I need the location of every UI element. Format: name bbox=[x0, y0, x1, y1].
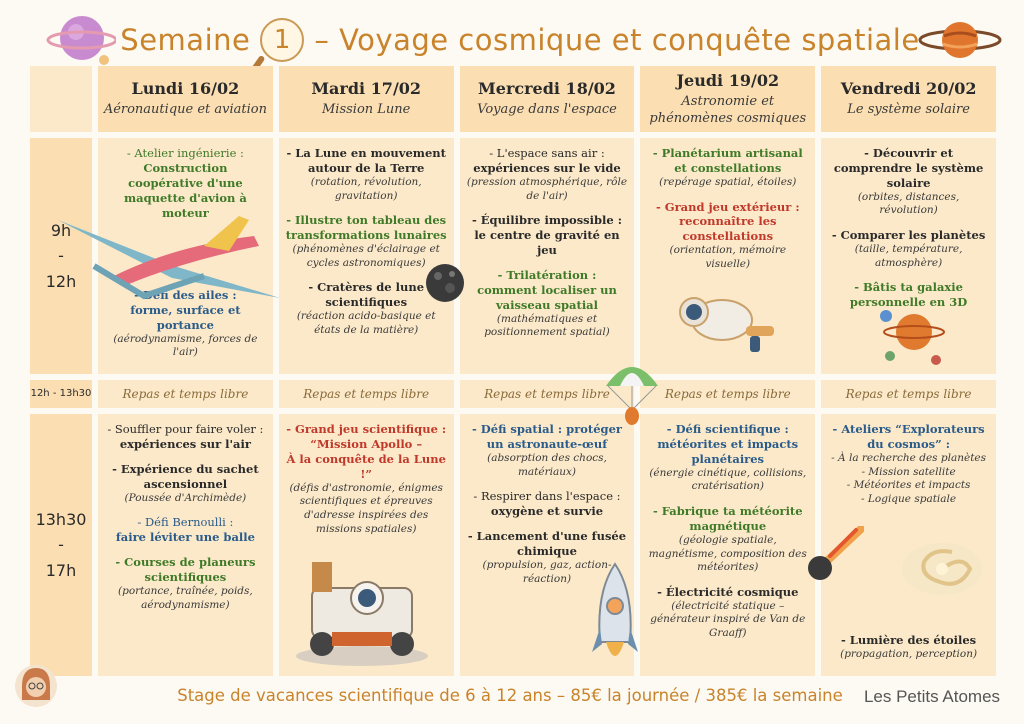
activity-detail: (mathématiques et positionnement spatial) bbox=[484, 312, 610, 339]
activity-text: Construction coopérative d'une maquette d'avion à moteur bbox=[123, 160, 247, 220]
planets-icon bbox=[876, 302, 948, 368]
activity-text: - Respirer dans l'espace : bbox=[473, 489, 621, 504]
astronaut-icon bbox=[672, 282, 782, 356]
day-header bbox=[821, 66, 996, 132]
day-theme: Aéronautique et aviation bbox=[103, 102, 267, 118]
lunch-time: 12h - 13h30 bbox=[30, 388, 92, 399]
saturn-icon bbox=[918, 14, 1002, 66]
activity-text: forme, surface et portance bbox=[130, 302, 241, 332]
day-header bbox=[279, 66, 454, 132]
time-sep: - bbox=[58, 246, 64, 266]
day-header bbox=[460, 66, 635, 132]
activity-text: - Équilibre impossible : le centre de gravité en jeu bbox=[471, 213, 622, 258]
day-theme: Astronomie et phénomènes cosmiques bbox=[649, 94, 807, 126]
day-header bbox=[640, 66, 815, 132]
lunch-cell bbox=[98, 380, 273, 408]
morning-slot bbox=[460, 138, 635, 374]
afternoon-slot bbox=[98, 414, 273, 676]
activity-item bbox=[116, 515, 255, 545]
meteorite-icon bbox=[806, 526, 864, 582]
activity-item bbox=[827, 146, 990, 218]
activity-text: oxygène et survie bbox=[490, 504, 604, 519]
corner-cell bbox=[30, 66, 92, 132]
day-theme: Voyage dans l'espace bbox=[477, 102, 617, 118]
day-title: Lundi 16/02 bbox=[131, 79, 240, 99]
lunch-cell bbox=[821, 380, 996, 408]
footer-info: Stage de vacances scientifique de 6 à 12 ans – 85€ la journée / 385€ la semaine bbox=[177, 685, 843, 705]
activity-text: - Grand jeu scientifique : bbox=[286, 422, 447, 436]
activity-item bbox=[646, 146, 809, 190]
activity-detail: (pression atmosphérique, rôle de l'air) bbox=[466, 175, 628, 202]
day-title: Vendredi 20/02 bbox=[840, 79, 977, 99]
galaxy-icon bbox=[900, 534, 984, 604]
lunch-text: Repas et temps libre bbox=[845, 387, 972, 401]
brand-logo-text: Les Petits Atomes bbox=[863, 687, 1001, 706]
activity-text: - Atelier ingénierie : bbox=[126, 146, 244, 160]
airplane-icon bbox=[54, 206, 284, 306]
activity-detail: - À la recherche des planètes bbox=[831, 451, 987, 464]
activity-text: - Grand jeu extérieur : reconnaître les constellations bbox=[656, 199, 800, 244]
activity-item bbox=[646, 585, 809, 641]
activity-text: faire léviter une balle bbox=[115, 530, 255, 545]
activity-detail: (électricité statique – générateur inspiré de Van de Graaff) bbox=[650, 599, 806, 640]
lunch-cell bbox=[640, 380, 815, 408]
afternoon-slot bbox=[640, 414, 815, 676]
activity-detail: (portance, traînée, poids, aérodynamisme) bbox=[118, 585, 253, 611]
activity-item bbox=[646, 200, 809, 272]
activity-detail: (orbites, distances, révolution) bbox=[857, 190, 960, 217]
activity-text: expériences sur l'air bbox=[119, 436, 251, 451]
activity-text: “Mission Apollo – bbox=[310, 436, 423, 451]
activity-text: - Fabrique ta météorite magnétique bbox=[653, 504, 803, 534]
time-end: 12h bbox=[45, 271, 77, 291]
lunch-text: Repas et temps libre bbox=[664, 387, 791, 401]
activity-item bbox=[104, 462, 267, 506]
avatar-icon bbox=[14, 664, 58, 708]
activity-text: - Lancement d'une fusée chimique bbox=[467, 529, 627, 558]
activity-detail: - Météorites et impacts bbox=[846, 479, 971, 492]
activity-item bbox=[827, 228, 990, 270]
activity-text: - Défi Bernoulli : bbox=[137, 515, 234, 530]
activity-detail: (aérodynamisme, forces de l'air) bbox=[113, 332, 258, 359]
activity-detail: (géologie spatiale, magnétisme, composition des météorites) bbox=[648, 533, 807, 574]
activity-item bbox=[466, 422, 629, 479]
day-header bbox=[98, 66, 273, 132]
activity-item bbox=[646, 422, 809, 494]
activity-text: - Électricité cosmique bbox=[657, 584, 799, 599]
activity-text: - Ateliers “Explorateurs du cosmos” : bbox=[832, 422, 985, 451]
activity-detail: (défis d'astronomie, énigmes scientifiques et épreuves d'adresse inspirées des missions spatiales) bbox=[289, 481, 443, 535]
activity-text: - Défi scientifique : météorites et impacts planétaires bbox=[657, 422, 799, 466]
activity-detail: (propagation, perception) bbox=[840, 648, 978, 661]
time-label-lunch bbox=[30, 380, 92, 408]
activity-item bbox=[466, 146, 629, 203]
activity-detail: (repérage spatial, étoiles) bbox=[659, 175, 797, 188]
activity-detail: (rotation, révolution, gravitation) bbox=[310, 175, 422, 202]
activity-detail: (taille, température, atmosphère) bbox=[854, 243, 963, 269]
activity-text: - Comparer les planètes bbox=[831, 228, 986, 243]
activity-text: - Trilatération : comment localiser un vaisseau spatial bbox=[477, 267, 617, 312]
morning-slot bbox=[279, 138, 454, 374]
activity-detail: (réaction acido-basique et états de la matière) bbox=[296, 310, 436, 336]
activity-item bbox=[285, 422, 448, 536]
activity-text: - L'espace sans air : bbox=[489, 146, 605, 160]
activity-text: - Expérience du sachet ascensionnel bbox=[112, 461, 259, 491]
day-title: Mercredi 18/02 bbox=[478, 79, 616, 99]
activity-item bbox=[473, 489, 620, 519]
activity-item bbox=[466, 213, 629, 258]
activity-item bbox=[466, 268, 629, 340]
title-prefix: Semaine bbox=[120, 23, 251, 57]
lunch-text: Repas et temps libre bbox=[484, 387, 610, 401]
page-title bbox=[120, 14, 920, 66]
activity-text: - Bâtis ta galaxie personnelle en 3D bbox=[849, 280, 968, 310]
activity-detail: (phénomènes d'éclairage et cycles astronomiques) bbox=[292, 243, 440, 269]
activity-item bbox=[646, 504, 809, 575]
activity-text: - Défi des ailes : bbox=[134, 287, 237, 302]
activity-item bbox=[107, 422, 263, 452]
activity-detail: (orientation, mémoire visuelle) bbox=[669, 244, 787, 270]
activity-item bbox=[840, 633, 977, 662]
activity-item bbox=[285, 146, 448, 203]
rocket-icon bbox=[592, 562, 638, 672]
time-start: 9h bbox=[50, 220, 72, 240]
activity-text: - Illustre ton tableau des transformations lunaires bbox=[285, 213, 447, 243]
time-label-afternoon bbox=[30, 414, 92, 676]
activity-detail: (absorption des chocs, matériaux) bbox=[487, 451, 607, 478]
activity-text: - Courses de planeurs scientifiques bbox=[115, 555, 256, 585]
parachute-egg-icon bbox=[604, 360, 660, 426]
activity-text: - Lumière des étoiles bbox=[841, 633, 977, 648]
lunch-cell bbox=[279, 380, 454, 408]
time-end: 17h bbox=[45, 560, 77, 580]
day-theme: Mission Lune bbox=[322, 102, 411, 118]
moon-icon bbox=[424, 262, 466, 304]
time-start: 13h30 bbox=[35, 509, 87, 529]
day-title: Mardi 17/02 bbox=[311, 79, 422, 99]
activity-detail: (énergie cinétique, collisions, cratérisation) bbox=[649, 466, 807, 493]
activity-text: - Défi spatial : protéger un astronaute-œuf bbox=[472, 422, 622, 451]
activity-text: - Souffler pour faire voler : bbox=[107, 422, 264, 436]
activity-text: - La Lune en mouvement autour de la Terre bbox=[286, 146, 446, 175]
activity-text: expériences sur le vide bbox=[473, 160, 621, 175]
lunch-text: Repas et temps libre bbox=[303, 387, 430, 401]
activity-text: À la conquête de la Lune !” bbox=[286, 451, 446, 481]
moon-rover-icon bbox=[292, 548, 432, 668]
day-theme: Le système solaire bbox=[847, 102, 970, 118]
lunch-text: Repas et temps libre bbox=[122, 387, 249, 401]
activity-detail: - Mission satellite bbox=[861, 465, 956, 478]
activity-text: - Découvrir et comprendre le système solaire bbox=[833, 146, 984, 190]
week-number: 1 bbox=[273, 25, 291, 55]
activity-text: - Cratères de lune scientifiques bbox=[308, 280, 425, 310]
activity-text: - Planétarium artisanal et constellations bbox=[652, 146, 803, 175]
activity-detail: - Logique spatiale bbox=[861, 492, 957, 505]
week-number-badge bbox=[260, 18, 304, 62]
title-suffix: – Voyage cosmique et conquête spatiale bbox=[314, 23, 920, 57]
time-sep: - bbox=[58, 535, 64, 555]
activity-item bbox=[827, 422, 990, 506]
activity-item bbox=[104, 555, 267, 612]
day-title: Jeudi 19/02 bbox=[676, 71, 780, 91]
activity-detail: (propulsion, gaz, action-réaction) bbox=[482, 558, 612, 585]
activity-detail: (Poussée d'Archimède) bbox=[124, 491, 247, 504]
planet-icon bbox=[46, 8, 116, 70]
